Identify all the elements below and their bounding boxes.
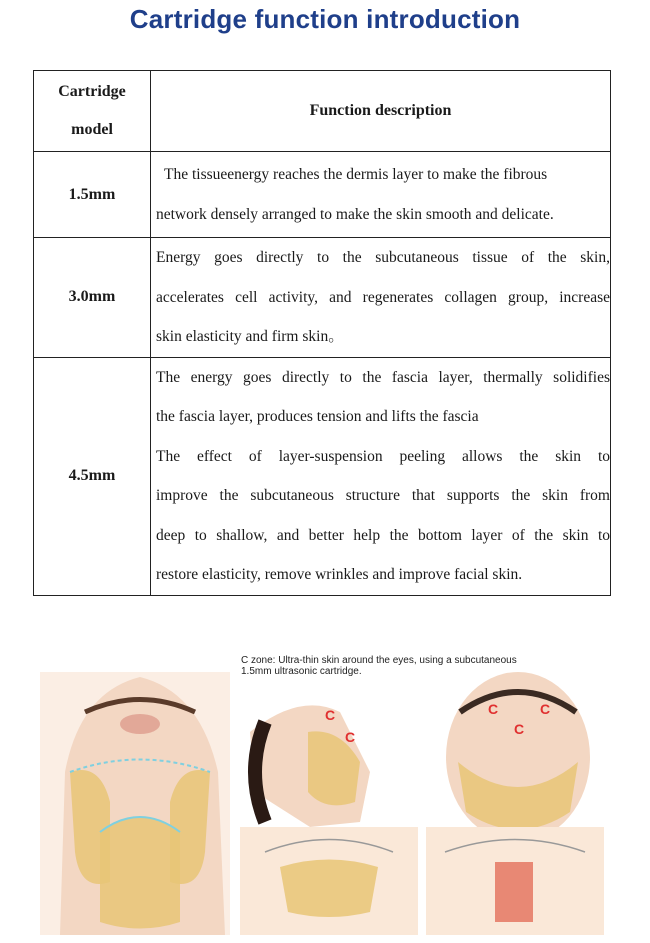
description-cell <box>151 357 611 595</box>
description-cell <box>151 238 611 358</box>
header-model-line2: model <box>71 121 113 138</box>
model-cell: 3.0mm <box>34 238 151 358</box>
desc-line: Energy goes directly to the subcutaneous tissue of the skin, <box>156 249 610 266</box>
header-function-description: Function description <box>151 71 611 152</box>
zone-mark-c: C <box>345 729 356 745</box>
cartridge-table <box>33 70 611 596</box>
desc-line: restore elasticity, remove wrinkles and improve facial skin. <box>156 566 523 583</box>
face-illustration-left <box>40 672 230 935</box>
table-header-row <box>34 71 611 152</box>
header-cartridge-model <box>34 71 151 152</box>
desc-line: the fascia layer, produces tension and lifts the fascia <box>156 408 479 425</box>
neck-illustration-right <box>426 827 604 935</box>
face-illustration-right <box>446 672 590 842</box>
desc-line: deep to shallow, and better help the bottom layer of the skin to <box>156 526 610 544</box>
desc-line: accelerates cell activity, and regenerates collagen group, increase <box>156 288 610 306</box>
table-row <box>34 152 611 238</box>
model-cell: 4.5mm <box>34 357 151 595</box>
model-cell: 1.5mm <box>34 152 151 238</box>
table-row <box>34 238 611 358</box>
table-row <box>34 357 611 595</box>
desc-line: The energy goes directly to the fascia layer, thermally solidifies <box>156 368 610 386</box>
page-title: Cartridge function introduction <box>129 4 521 34</box>
face-illustration-middle <box>250 705 370 827</box>
caption-line1: C zone: Ultra-thin skin around the eyes, using a subcutaneous <box>241 655 517 666</box>
zone-mark-c: C <box>325 707 336 723</box>
desc-line: improve the subcutaneous structure that supports the skin from <box>156 487 610 504</box>
header-model-line1: Cartridge <box>58 83 126 100</box>
neck-illustration-left <box>240 827 418 935</box>
zone-mark-c: C <box>540 701 551 717</box>
description-cell <box>151 152 611 238</box>
desc-line: The effect of layer-suspension peeling allows the skin to <box>156 447 610 465</box>
zone-mark-c: C <box>488 701 499 717</box>
desc-line: skin elasticity and firm skin。 <box>156 328 344 345</box>
caption-line2: 1.5mm ultrasonic cartridge. <box>241 666 362 677</box>
treatment-zone-illustration <box>40 652 610 935</box>
desc-line: network densely arranged to make the skin smooth and delicate. <box>156 205 554 223</box>
zone-mark-c: C <box>514 721 525 737</box>
desc-line: The tissueenergy reaches the dermis layer to make the fibrous <box>164 166 548 183</box>
